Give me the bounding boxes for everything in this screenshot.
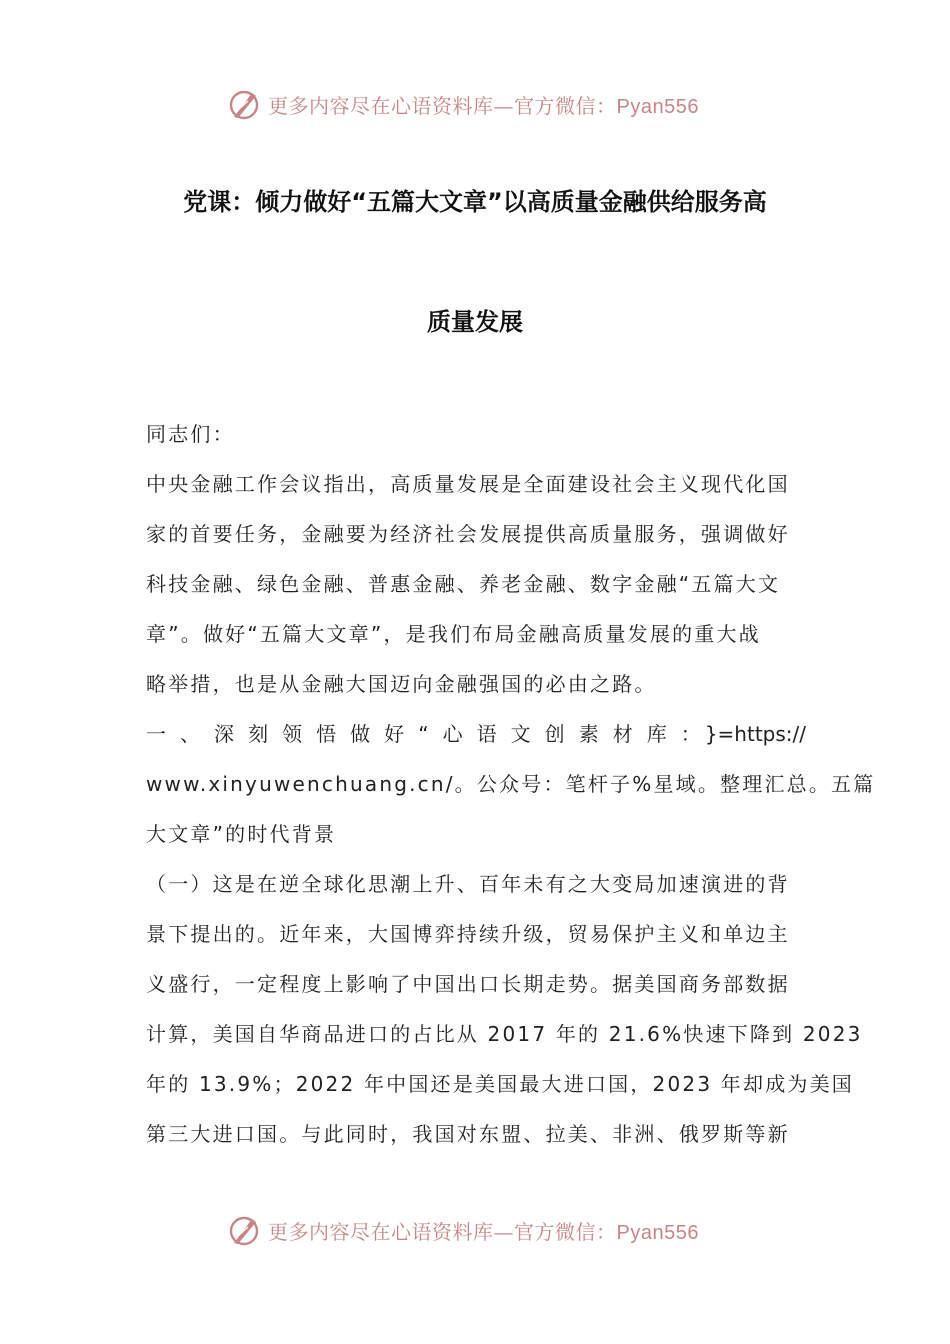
body-line: 义盛行，一定程度上影响了中国出口长期走势。据美国商务部数据 — [146, 972, 790, 996]
quill-logo-icon — [228, 87, 262, 121]
document-title-line-1: 党课：倾力做好“五篇大文章”以高质量金融供给服务高 — [183, 188, 767, 216]
body-line: 同志们： — [146, 422, 235, 446]
body-line: 中央金融工作会议指出，高质量发展是全面建设社会主义现代化国 — [146, 472, 790, 496]
body-line: 景下提出的。近年来，大国博弈持续升级，贸易保护主义和单边主 — [146, 922, 790, 946]
body-line: 略举措，也是从金融大国迈向金融强国的必由之路。 — [146, 672, 657, 696]
document-body — [146, 418, 876, 1168]
watermark-banner-bottom — [0, 1210, 950, 1250]
quill-logo-icon — [228, 1213, 262, 1247]
body-line: 家的首要任务，金融要为经济社会发展提供高质量服务，强调做好 — [146, 522, 790, 546]
body-line: （一）这是在逆全球化思潮上升、百年未有之大变局加速演进的背 — [146, 872, 790, 896]
watermark-banner-top — [0, 84, 950, 124]
body-line: 大文章”的时代背景 — [146, 822, 337, 846]
body-line: 第三大进口国。与此同时，我国对东盟、拉美、非洲、俄罗斯等新 — [146, 1122, 790, 1146]
section-heading-line: 一、深刻领悟做好“心语文创素材库：}=https:// — [146, 722, 806, 746]
body-line: 科技金融、绿色金融、普惠金融、养老金融、数字金融“五篇大文 — [146, 572, 781, 596]
document-title-line-2: 质量发展 — [427, 308, 523, 336]
watermark-text: 更多内容尽在心语资料库—官方微信：Pyan556 — [268, 93, 699, 118]
body-line: 年的 13.9%；2022 年中国还是美国最大进口国，2023 年却成为美国 — [146, 1072, 855, 1096]
body-line: 章”。做好“五篇大文章”，是我们布局金融高质量发展的重大战 — [146, 622, 761, 646]
body-line: www.xinyuwenchuang.cn/。公众号：笔杆子%星域。整理汇总。五篇 — [146, 772, 876, 796]
watermark-text: 更多内容尽在心语资料库—官方微信：Pyan556 — [268, 1219, 699, 1244]
body-line: 计算，美国自华商品进口的占比从 2017 年的 21.6%快速下降到 2023 — [146, 1022, 863, 1046]
